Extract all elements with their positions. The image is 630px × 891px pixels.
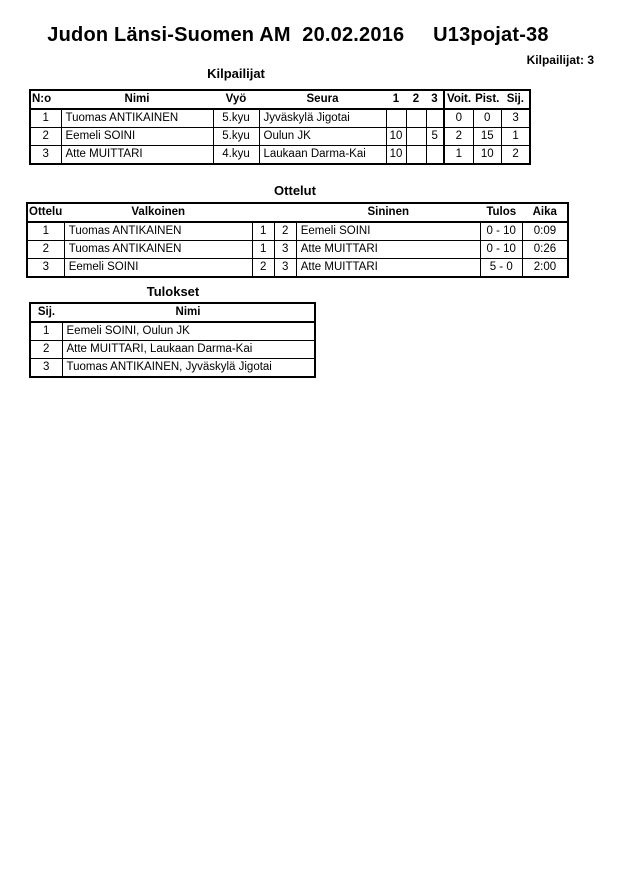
cell-voit: 0: [444, 109, 473, 128]
col-header-round1: 1: [386, 90, 406, 109]
section-heading-ottelut: Ottelut: [274, 183, 316, 198]
cell-round2: [406, 128, 426, 146]
cell-no: 1: [30, 109, 61, 128]
col-header-sij: Sij.: [501, 90, 530, 109]
col-header-blue-no: [274, 203, 296, 222]
cell-match-no: 1: [27, 222, 64, 241]
kilpailijat-row: [30, 128, 530, 146]
cell-white-no: 2: [252, 259, 274, 278]
col-header-seura: Seura: [259, 90, 386, 109]
col-header-sininen: Sininen: [296, 203, 480, 222]
cell-nimi: Atte MUITTARI: [61, 146, 213, 165]
cell-no: 2: [30, 128, 61, 146]
col-header-voit: Voit.: [444, 90, 473, 109]
col-header-sij: Sij.: [30, 303, 62, 322]
kilpailijat-table: [29, 89, 531, 165]
cell-nimi: Eemeli SOINI, Oulun JK: [62, 322, 315, 341]
cell-vyo: 5.kyu: [213, 109, 259, 128]
cell-blue-no: 3: [274, 259, 296, 278]
cell-nimi: Atte MUITTARI, Laukaan Darma-Kai: [62, 341, 315, 359]
cell-voit: 1: [444, 146, 473, 165]
kilpailijat-header-row: [30, 90, 530, 109]
cell-pist: 15: [473, 128, 501, 146]
cell-round3: 5: [426, 128, 444, 146]
cell-round3: [426, 146, 444, 165]
cell-blue-no: 3: [274, 241, 296, 259]
cell-round1: 10: [386, 128, 406, 146]
ottelu-row: [27, 259, 568, 278]
col-header-nimi: Nimi: [61, 90, 213, 109]
ottelut-table: [26, 202, 569, 278]
cell-voit: 2: [444, 128, 473, 146]
col-header-no: N:o: [30, 90, 61, 109]
cell-match-no: 3: [27, 259, 64, 278]
cell-seura: Jyväskylä Jigotai: [259, 109, 386, 128]
col-header-white-no: [252, 203, 274, 222]
col-header-pist: Pist.: [473, 90, 501, 109]
cell-sininen: Atte MUITTARI: [296, 241, 480, 259]
ottelu-row: [27, 241, 568, 259]
ottelut-header-row: [27, 203, 568, 222]
section-heading-tulokset: Tulokset: [146, 284, 200, 299]
cell-tulos: 0 - 10: [480, 241, 522, 259]
col-header-round3: 3: [426, 90, 444, 109]
col-header-round2: 2: [406, 90, 426, 109]
cell-sij: 3: [501, 109, 530, 128]
col-header-ottelu: Ottelu: [27, 203, 64, 222]
cell-aika: 0:09: [522, 222, 568, 241]
cell-round2: [406, 109, 426, 128]
cell-sij: 1: [30, 322, 62, 341]
competitor-count: Kilpailijat: 3: [526, 53, 594, 67]
tulokset-row: [30, 322, 315, 341]
cell-seura: Laukaan Darma-Kai: [259, 146, 386, 165]
cell-nimi: Eemeli SOINI: [61, 128, 213, 146]
tulokset-header-row: [30, 303, 315, 322]
cell-pist: 10: [473, 146, 501, 165]
cell-match-no: 2: [27, 241, 64, 259]
tulokset-row: [30, 341, 315, 359]
cell-sij: 2: [30, 341, 62, 359]
cell-seura: Oulun JK: [259, 128, 386, 146]
page-title: Judon Länsi-Suomen AM 20.02.2016 U13pojat-38: [47, 24, 549, 46]
cell-sininen: Atte MUITTARI: [296, 259, 480, 278]
cell-vyo: 5.kyu: [213, 128, 259, 146]
cell-sij: 2: [501, 146, 530, 165]
col-header-valkoinen: Valkoinen: [64, 203, 252, 222]
cell-sininen: Eemeli SOINI: [296, 222, 480, 241]
cell-nimi: Tuomas ANTIKAINEN, Jyväskylä Jigotai: [62, 359, 315, 378]
cell-white-no: 1: [252, 241, 274, 259]
cell-sij: 3: [30, 359, 62, 378]
kilpailijat-row: [30, 146, 530, 165]
cell-valkoinen: Tuomas ANTIKAINEN: [64, 222, 252, 241]
cell-tulos: 0 - 10: [480, 222, 522, 241]
kilpailijat-row: [30, 109, 530, 128]
cell-vyo: 4.kyu: [213, 146, 259, 165]
tulokset-table: [29, 302, 316, 378]
cell-aika: 0:26: [522, 241, 568, 259]
cell-white-no: 1: [252, 222, 274, 241]
col-header-tulos: Tulos: [480, 203, 522, 222]
cell-round1: 10: [386, 146, 406, 165]
cell-pist: 0: [473, 109, 501, 128]
cell-round3: [426, 109, 444, 128]
cell-valkoinen: Tuomas ANTIKAINEN: [64, 241, 252, 259]
col-header-vyo: Vyö: [213, 90, 259, 109]
cell-no: 3: [30, 146, 61, 165]
tulokset-row: [30, 359, 315, 378]
cell-round2: [406, 146, 426, 165]
cell-sij: 1: [501, 128, 530, 146]
col-header-nimi: Nimi: [62, 303, 315, 322]
cell-tulos: 5 - 0: [480, 259, 522, 278]
section-heading-kilpailijat: Kilpailijat: [207, 66, 265, 81]
cell-valkoinen: Eemeli SOINI: [64, 259, 252, 278]
cell-nimi: Tuomas ANTIKAINEN: [61, 109, 213, 128]
cell-blue-no: 2: [274, 222, 296, 241]
ottelu-row: [27, 222, 568, 241]
cell-round1: [386, 109, 406, 128]
cell-aika: 2:00: [522, 259, 568, 278]
col-header-aika: Aika: [522, 203, 568, 222]
